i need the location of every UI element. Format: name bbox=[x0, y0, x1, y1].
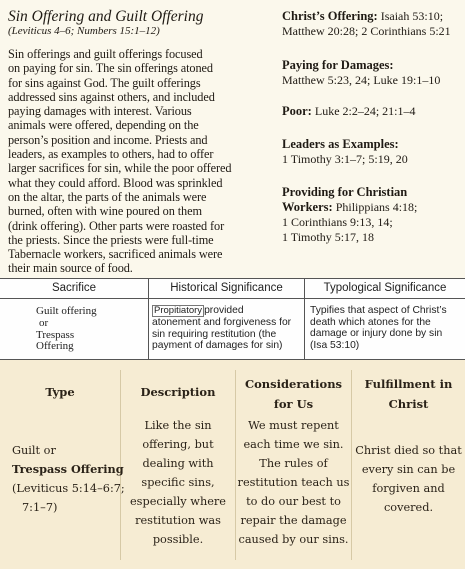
cell-line bbox=[12, 460, 125, 479]
cell-line: or bbox=[39, 316, 49, 329]
cell-line: specific sins, bbox=[141, 476, 215, 489]
cell-line: (Leviticus 5:14–6:7; bbox=[12, 482, 125, 495]
offering-table bbox=[0, 360, 465, 569]
paragraph-line: Tabernacle workers, sacrificed animals were bbox=[8, 247, 223, 262]
cell-line: to do our best to bbox=[246, 495, 341, 508]
fulfillment-cell bbox=[352, 441, 465, 517]
poor-block bbox=[282, 104, 462, 119]
sacrifice-cell bbox=[36, 306, 97, 353]
paragraph-line: on the altar, the parts of the animals were bbox=[8, 189, 207, 204]
paragraph-line: person’s position and income. Priests and bbox=[8, 132, 208, 147]
paragraph-line: Sin offerings and guilt offerings focused bbox=[8, 47, 203, 61]
cell-line: 7:1–7) bbox=[22, 501, 58, 514]
offering-name: Trespass Offering bbox=[12, 462, 124, 476]
column-header-considerations bbox=[236, 374, 351, 414]
cell-line: especially where bbox=[130, 495, 226, 508]
propitiatory-tag: Propitiatory bbox=[154, 305, 203, 316]
christs-offering-line bbox=[282, 9, 462, 24]
cell-line: payment of damages for sin) bbox=[152, 340, 283, 352]
cell-line: repair the damage bbox=[240, 514, 347, 527]
cell-line: death which atones for the bbox=[310, 316, 431, 328]
paragraph-line: (drink offering). Other parts were roasted for bbox=[8, 218, 225, 233]
cell-line: atonement and forgiveness for bbox=[152, 317, 292, 328]
overview-column bbox=[8, 8, 278, 276]
paragraph-line: paying damages with interest. Various bbox=[8, 104, 192, 119]
christian-workers-heading: Providing for Christian bbox=[282, 185, 408, 199]
header-text: Description bbox=[140, 385, 216, 399]
cell-line: provided bbox=[204, 305, 244, 316]
christs-offering-ref: Isaiah 53:10; bbox=[380, 9, 444, 23]
page-title: Sin Offering and Guilt Offering bbox=[8, 8, 204, 25]
poor-line bbox=[282, 104, 462, 119]
cell-line: Like the sin bbox=[144, 419, 212, 432]
christs-offering-block bbox=[282, 9, 462, 39]
cell-line bbox=[152, 305, 291, 317]
column-header-historical: Historical Significance bbox=[170, 282, 283, 294]
considerations-cell bbox=[236, 416, 351, 549]
cell-line: forgiven and bbox=[372, 482, 445, 495]
overview-paragraph bbox=[8, 47, 278, 276]
christian-workers-line bbox=[282, 200, 462, 215]
paragraph-line: for sins against God. The guilt offerings bbox=[8, 75, 201, 90]
christian-workers-ref: 1 Corinthians 9:13, 14; bbox=[282, 215, 393, 229]
paying-damages-block bbox=[282, 58, 462, 88]
table-border bbox=[0, 278, 465, 279]
cell-line: restitution was bbox=[135, 514, 221, 527]
cell-line: Typifies that aspect of Christ’s bbox=[310, 305, 447, 316]
header-text: Type bbox=[45, 385, 75, 399]
description-cell bbox=[121, 416, 235, 549]
cell-line: damage or injury done by sin bbox=[310, 328, 443, 340]
header-text: Considerations bbox=[244, 377, 343, 391]
paragraph-line: burned, often with wine poured on them bbox=[8, 204, 202, 219]
table-border bbox=[0, 298, 465, 299]
cell-line: sin requiring restitution (the bbox=[152, 328, 277, 340]
column-header-type bbox=[0, 382, 120, 402]
paragraph-line: animals were offered, depending on the bbox=[8, 118, 199, 133]
cell-line: restitution teach us bbox=[237, 476, 350, 489]
christian-workers-heading: Workers: bbox=[282, 200, 333, 214]
paragraph-line: leaders, as examples to others, had to offer bbox=[8, 147, 214, 162]
cell-line: dealing with bbox=[142, 457, 214, 470]
scripture-reference: (Leviticus 4–6; Numbers 15:1–12) bbox=[8, 25, 160, 37]
paragraph-line: the priests. Since the priests were full-time bbox=[8, 232, 214, 247]
header-text: for Us bbox=[273, 397, 314, 411]
christs-offering-heading: Christ’s Offering: bbox=[282, 9, 378, 23]
column-header-sacrifice: Sacrifice bbox=[51, 282, 97, 294]
cell-line: possible. bbox=[152, 533, 204, 546]
column-header-description bbox=[121, 382, 235, 402]
historical-cell bbox=[152, 305, 291, 352]
christian-workers-block bbox=[282, 185, 462, 245]
paragraph-line: larger sacrifices for sin, while the poor offered bbox=[8, 161, 232, 176]
cross-reference-sidebar bbox=[282, 9, 462, 262]
header-text: Christ bbox=[388, 397, 429, 411]
christs-offering-ref: Matthew 20:28; 2 Corinthians 5:21 bbox=[282, 24, 451, 38]
paragraph-line: what they could afford. Blood was sprinkled bbox=[8, 175, 223, 190]
christian-workers-ref: Philippians 4:18; bbox=[335, 200, 418, 214]
header-text: Fulfillment in bbox=[364, 377, 453, 391]
cell-line: We must repent bbox=[248, 419, 339, 432]
column-header-fulfillment bbox=[352, 374, 465, 414]
poor-ref: Luke 2:2–24; 21:1–4 bbox=[314, 104, 416, 118]
paying-damages-ref: Matthew 5:23, 24; Luke 19:1–10 bbox=[282, 73, 441, 87]
paragraph-line: their main source of food. bbox=[8, 261, 133, 276]
leaders-heading: Leaders as Examples: bbox=[282, 137, 399, 151]
paragraph-line: addressed sins against others, and included bbox=[8, 89, 215, 104]
leaders-ref: 1 Timothy 3:1–7; 5:19, 20 bbox=[282, 152, 408, 166]
cell-line: Guilt offering bbox=[36, 305, 97, 317]
cell-line: Guilt or bbox=[12, 444, 56, 457]
cell-line: (Isa 53:10) bbox=[310, 339, 360, 351]
paying-damages-heading: Paying for Damages: bbox=[282, 58, 394, 72]
significance-table bbox=[0, 278, 465, 360]
cell-line: The rules of bbox=[259, 457, 328, 470]
cell-line: Trespass bbox=[36, 328, 75, 341]
cell-line: caused by our sins. bbox=[238, 533, 349, 546]
type-cell bbox=[12, 441, 125, 517]
cell-line: Offering bbox=[36, 340, 74, 353]
leaders-block bbox=[282, 137, 462, 167]
cell-line: every sin can be bbox=[361, 463, 456, 476]
cell-line: offering, but bbox=[142, 438, 214, 451]
cell-line: covered. bbox=[383, 501, 434, 514]
christian-workers-ref: 1 Timothy 5:17, 18 bbox=[282, 230, 375, 244]
poor-heading: Poor: bbox=[282, 104, 312, 118]
cell-line: Christ died so that bbox=[355, 444, 462, 457]
cell-line: each time we sin. bbox=[243, 438, 344, 451]
paragraph-line: on paying for sin. The sin offerings atoned bbox=[8, 61, 213, 76]
typological-cell bbox=[310, 305, 447, 351]
overview-section bbox=[0, 0, 465, 276]
column-header-typological: Typological Significance bbox=[323, 282, 447, 294]
